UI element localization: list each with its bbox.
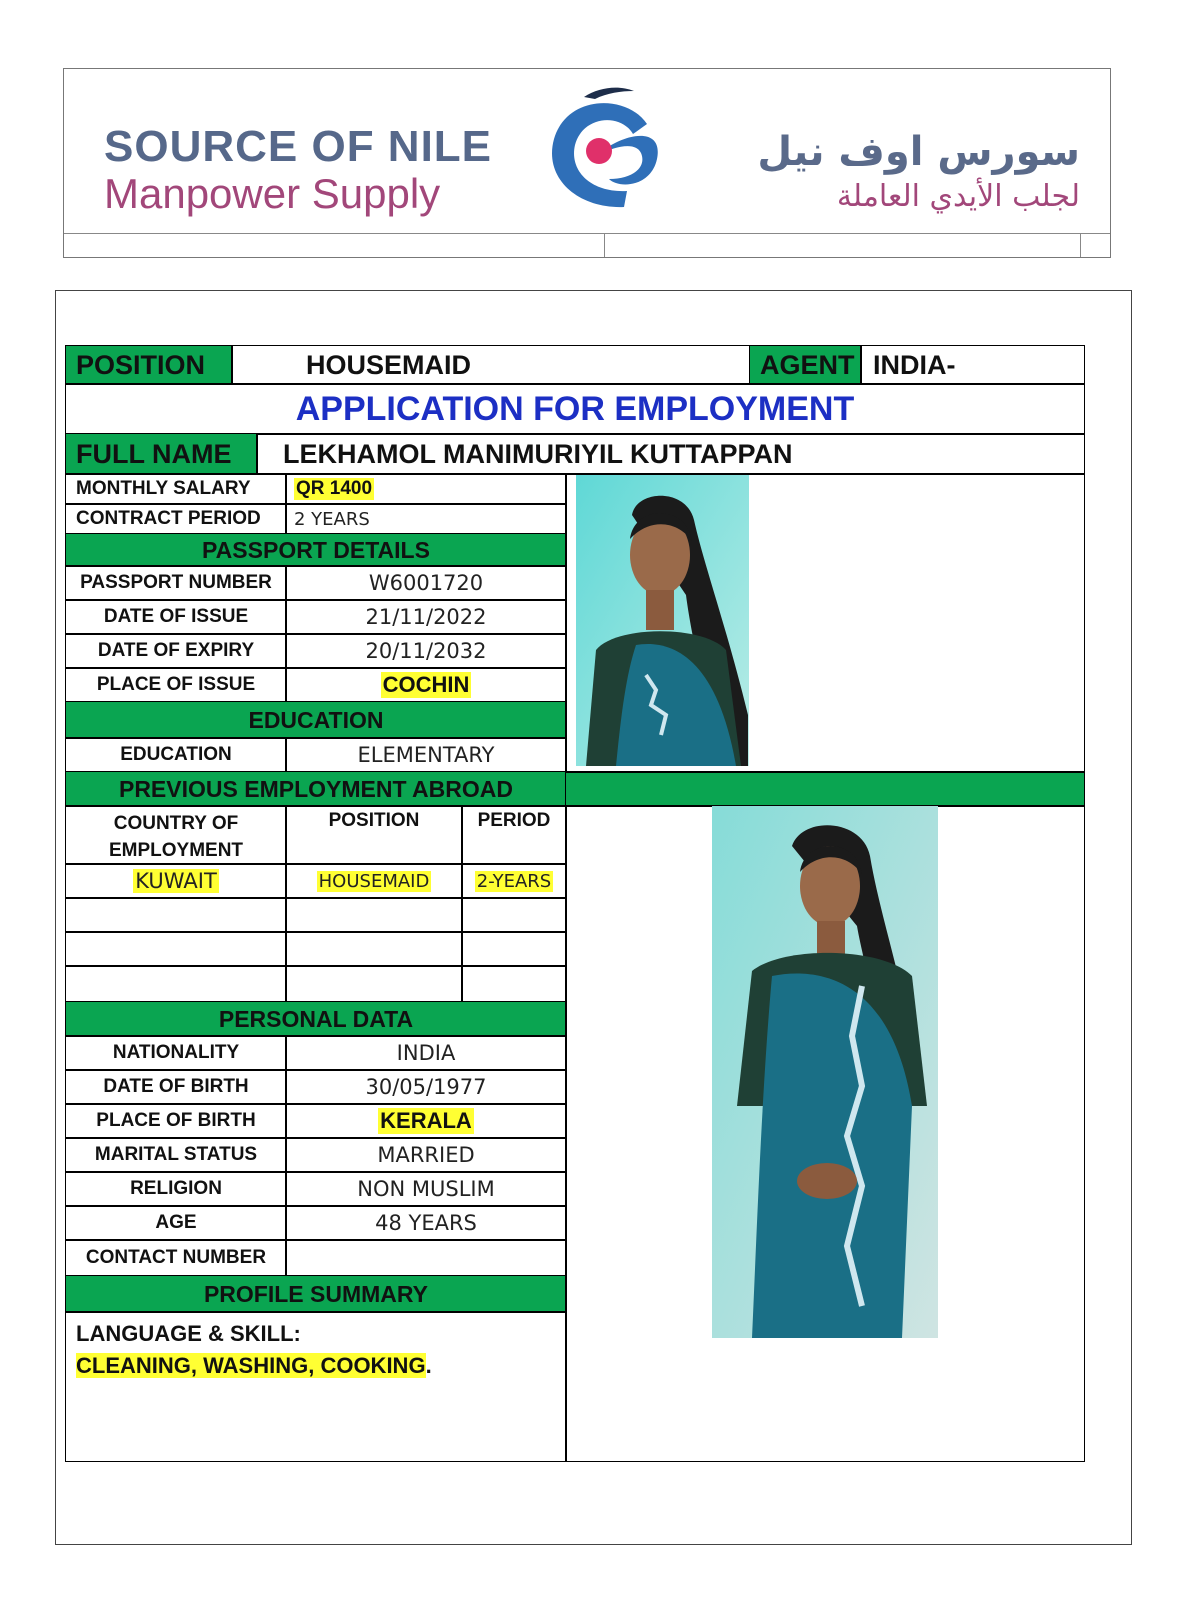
arabic-name-line1: سورس اوف نيل [757,129,1080,175]
skills-line [76,1350,432,1385]
education-label-cell [65,737,287,773]
pob-label-cell [65,1103,287,1139]
letterhead-divider [604,233,605,257]
marital-label-cell [65,1137,287,1173]
position-label: POSITION [76,349,206,380]
portrait-photo [576,475,749,766]
position-value-cell [231,345,751,385]
place-of-issue-value: COCHIN [382,672,470,697]
nationality-value-cell [285,1035,567,1071]
pob-value-cell [285,1103,567,1139]
expiry-date-value-cell [285,633,567,669]
position-label-cell [65,345,233,385]
passport-number-label: PASSPORT NUMBER [80,572,272,593]
photo-heading-band [565,771,1085,807]
religion-value: NON MUSLIM [357,1177,495,1201]
profile-summary-box [65,1311,567,1462]
education-heading: EDUCATION [248,706,384,733]
full-length-photo-icon [712,806,938,1338]
company-name-line1: SOURCE OF NILE [104,122,493,171]
religion-label-cell [65,1171,287,1207]
passport-heading: PASSPORT DETAILS [202,536,430,563]
form-title: APPLICATION FOR EMPLOYMENT [295,389,855,428]
prev-employment-heading-cell [65,771,567,807]
form-title-cell [65,383,1085,435]
agent-label: AGENT [760,349,855,380]
passport-heading-cell [65,533,567,567]
age-value-cell [285,1205,567,1241]
age-label-cell [65,1205,287,1241]
salary-value-cell [285,473,567,505]
nationality-label: NATIONALITY [112,1042,240,1063]
dob-value-cell [285,1069,567,1105]
employment-position: HOUSEMAID [318,870,430,892]
passport-number-value: W6001720 [368,571,484,595]
col-country-label: COUNTRY OF EMPLOYMENT [108,813,244,861]
table-cell [461,863,567,899]
contract-value: 2 YEARS [294,508,370,530]
contract-label-cell [65,503,287,535]
place-of-issue-label: PLACE OF ISSUE [96,674,256,695]
position-value: HOUSEMAID [306,349,472,380]
pob-label: PLACE OF BIRTH [96,1110,256,1131]
age-value: 48 YEARS [375,1211,477,1235]
issue-date-value-cell [285,599,567,635]
passport-number-label-cell [65,565,287,601]
education-label: EDUCATION [120,744,232,765]
profile-heading-cell [65,1275,567,1313]
place-of-issue-label-cell [65,667,287,703]
dob-label: DATE OF BIRTH [103,1076,249,1097]
prev-employment-heading: PREVIOUS EMPLOYMENT ABROAD [118,775,513,802]
company-name-arabic [757,127,1080,217]
full-name-value-cell [256,433,1085,475]
contact-value-cell [285,1239,567,1277]
employment-period: 2-YEARS [476,870,552,892]
full-name-value: LEKHAMOL MANIMURIYIL KUTTAPPAN [283,438,793,469]
col-country-header [65,805,287,865]
contract-label: CONTRACT PERIOD [76,508,261,529]
arabic-name-line2: لجلب الأيدي العاملة [836,179,1080,214]
full-name-label-cell [65,433,258,475]
full-name-label: FULL NAME [76,438,232,469]
education-value-cell [285,737,567,773]
salary-value: QR 1400 [296,478,373,499]
table-cell [65,965,287,1003]
marital-label: MARITAL STATUS [94,1144,258,1165]
marital-value: MARRIED [377,1143,475,1167]
table-cell [285,931,463,967]
religion-label: RELIGION [130,1178,222,1199]
issue-date-value: 21/11/2022 [365,605,487,629]
letterhead-divider [1080,233,1081,257]
company-name-line2: Manpower Supply [104,170,441,217]
age-label: AGE [155,1212,197,1233]
marital-value-cell [285,1137,567,1173]
personal-heading: PERSONAL DATA [218,1005,414,1032]
portrait-photo-icon [576,475,749,766]
issue-date-label: DATE OF ISSUE [103,606,249,627]
table-cell [65,863,287,899]
letterhead [63,68,1111,258]
place-of-issue-value-cell [285,667,567,703]
contact-label: CONTACT NUMBER [85,1247,267,1268]
contract-value-cell [285,503,567,535]
expiry-date-label: DATE OF EXPIRY [97,640,255,661]
col-position-header [285,805,463,865]
passport-number-value-cell [285,565,567,601]
agent-value: INDIA- [873,349,956,380]
table-cell [285,897,463,933]
table-cell [65,897,287,933]
letterhead-divider [64,233,1110,234]
salary-label-cell [65,473,287,505]
dob-value: 30/05/1977 [365,1075,487,1099]
religion-value-cell [285,1171,567,1207]
table-cell [461,931,567,967]
company-name-english [104,124,492,218]
dob-label-cell [65,1069,287,1105]
personal-heading-cell [65,1001,567,1037]
employment-country: KUWAIT [135,869,217,893]
table-cell [285,863,463,899]
issue-date-label-cell [65,599,287,635]
nationality-label-cell [65,1035,287,1071]
expiry-date-value: 20/11/2032 [365,639,487,663]
col-position-label: POSITION [328,810,420,831]
table-cell [461,965,567,1003]
salary-label: MONTHLY SALARY [76,478,251,499]
profile-heading: PROFILE SUMMARY [203,1280,429,1307]
nationality-value: INDIA [396,1041,456,1065]
table-cell [285,965,463,1003]
table-cell [65,931,287,967]
col-period-header [461,805,567,865]
company-logo-icon [529,79,679,224]
full-length-photo [712,806,938,1338]
expiry-date-label-cell [65,633,287,669]
skills-list: CLEANING, WASHING, COOKING [76,1353,426,1378]
table-cell [461,897,567,933]
col-period-label: PERIOD [477,810,551,831]
pob-value: KERALA [380,1108,472,1133]
education-value: ELEMENTARY [357,743,495,767]
contact-label-cell [65,1239,287,1277]
education-heading-cell [65,701,567,739]
agent-label-cell [749,345,862,385]
agent-value-cell [860,345,1085,385]
skills-label: LANGUAGE & SKILL: [76,1321,301,1346]
skills-end: . [425,1353,432,1378]
